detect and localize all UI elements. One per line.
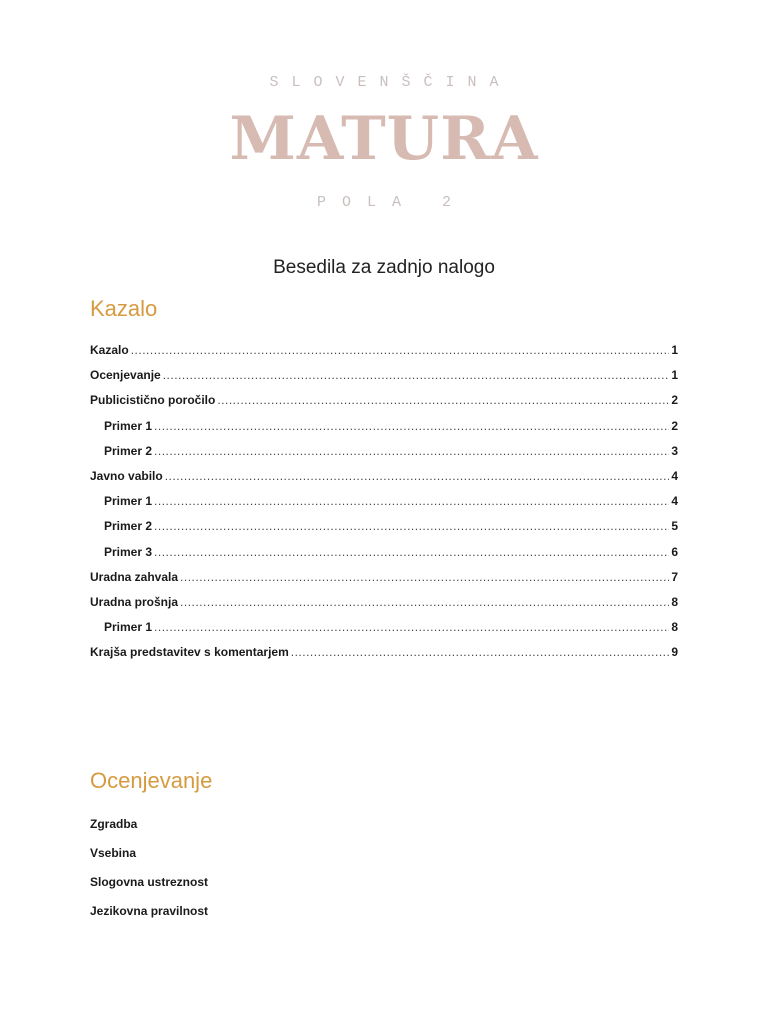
toc-entry-label: Primer 2 — [104, 519, 153, 534]
toc-entry-label: Primer 1 — [104, 620, 153, 635]
toc-leader — [180, 595, 669, 609]
toc-entry-page: 9 — [671, 645, 678, 660]
toc-entry-page: 5 — [671, 519, 678, 534]
grading-criterion: Zgradba — [90, 817, 138, 831]
toc-entry[interactable] — [90, 645, 678, 670]
toc-entry-label: Ocenjevanje — [90, 368, 161, 383]
toc-entry[interactable] — [90, 545, 678, 570]
toc-leader — [154, 519, 669, 533]
table-of-contents — [90, 343, 678, 670]
toc-entry-label: Primer 1 — [104, 494, 153, 509]
toc-leader — [154, 494, 669, 508]
toc-entry-page: 8 — [671, 594, 678, 609]
toc-entry-label: Primer 1 — [104, 418, 153, 433]
toc-entry-page: 2 — [671, 393, 678, 408]
toc-entry-page: 7 — [671, 569, 678, 584]
toc-entry-page: 1 — [671, 368, 678, 383]
toc-entry-page: 2 — [671, 418, 678, 433]
toc-entry-page: 6 — [671, 544, 678, 559]
toc-entry-label: Krajša predstavitev s komentarjem — [90, 645, 289, 660]
toc-leader — [163, 368, 670, 382]
toc-entry[interactable] — [90, 393, 678, 418]
toc-leader — [154, 444, 669, 458]
toc-entry[interactable] — [90, 444, 678, 469]
toc-leader — [154, 620, 669, 634]
toc-leader — [291, 645, 670, 659]
grading-criterion: Jezikovna pravilnost — [90, 904, 209, 918]
cover-subtitle: POLA 2 — [316, 194, 467, 211]
toc-entry[interactable] — [90, 368, 678, 393]
document-subtitle: Besedila za zadnjo nalogo — [273, 257, 495, 278]
toc-entry[interactable] — [90, 494, 678, 519]
toc-entry[interactable] — [90, 620, 678, 645]
cover-kicker: SLOVENŠČINA — [269, 74, 512, 91]
grading-criterion: Slogovna ustreznost — [90, 875, 209, 889]
toc-entry[interactable] — [90, 519, 678, 544]
toc-leader — [165, 469, 670, 483]
toc-entry-label: Javno vabilo — [90, 468, 163, 483]
toc-entry-label: Uradna prošnja — [90, 594, 179, 609]
toc-entry[interactable] — [90, 570, 678, 595]
toc-entry-label: Primer 3 — [104, 544, 153, 559]
toc-heading: Kazalo — [90, 296, 158, 321]
toc-entry-label: Publicistično poročilo — [90, 393, 216, 408]
toc-leader — [180, 570, 669, 584]
toc-leader — [154, 419, 669, 433]
toc-entry-label: Primer 2 — [104, 443, 153, 458]
toc-leader — [217, 393, 669, 407]
toc-entry[interactable] — [90, 595, 678, 620]
toc-entry-page: 3 — [671, 443, 678, 458]
toc-entry[interactable] — [90, 343, 678, 368]
toc-leader — [131, 343, 670, 357]
toc-leader — [154, 545, 669, 559]
cover-title: MATURA — [229, 104, 539, 174]
toc-entry-page: 8 — [671, 620, 678, 635]
toc-entry-label: Kazalo — [90, 343, 129, 357]
grading-heading: Ocenjevanje — [90, 768, 213, 793]
toc-entry-page: 1 — [671, 343, 678, 357]
grading-criterion: Vsebina — [90, 846, 137, 860]
grading-criteria-list — [90, 817, 208, 933]
toc-entry[interactable] — [90, 419, 678, 444]
toc-entry-page: 4 — [671, 468, 678, 483]
toc-entry-page: 4 — [671, 494, 678, 509]
toc-entry[interactable] — [90, 469, 678, 494]
toc-entry-label: Uradna zahvala — [90, 569, 179, 584]
